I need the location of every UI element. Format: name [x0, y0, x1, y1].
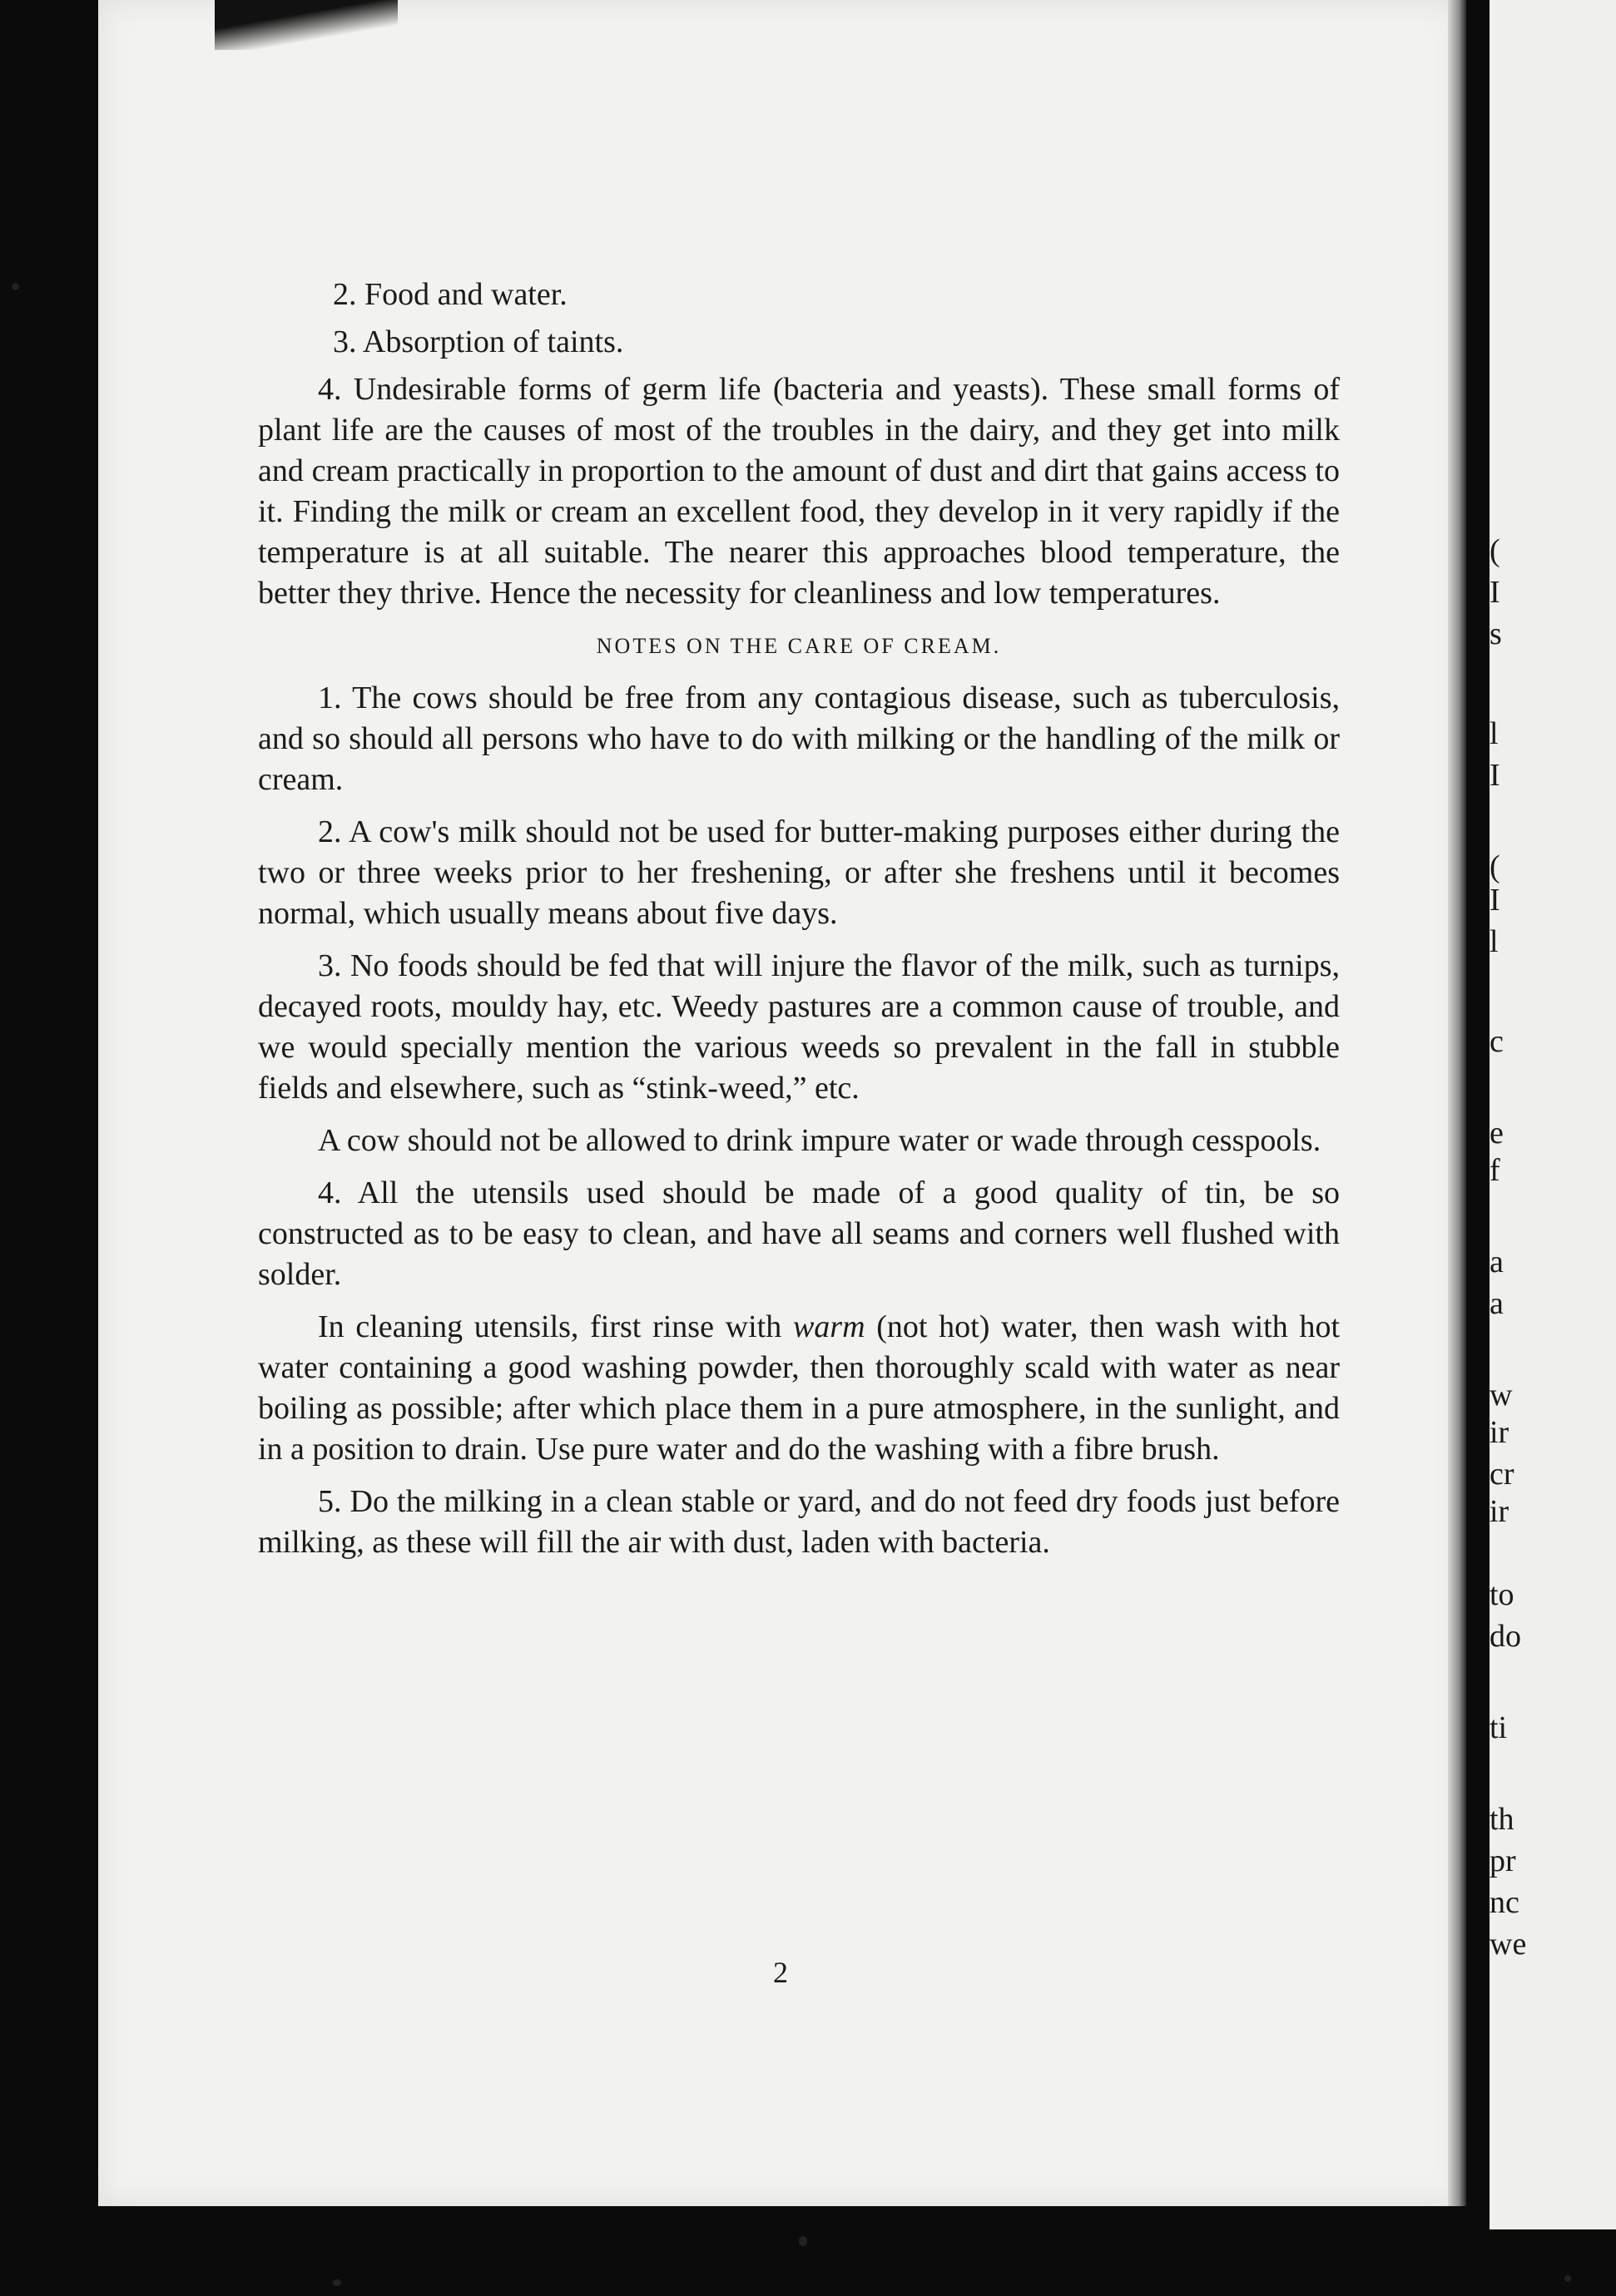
scan-speck [333, 2279, 341, 2286]
facing-page-fragment: I [1490, 575, 1500, 610]
facing-page-fragment: ti [1490, 1710, 1508, 1745]
paragraph-germ-life: 4. Undesirable forms of germ life (bacteria and yeasts). These small forms of plant life are the causes of most of the troubles in the dairy, and they get into milk and cream practically in proportion to the amount of dust and dirt that gains access to it. Finding the milk or cream an excellent food, they develop in it very rapidly if the temperature is at all suitable. The nearer this approaches blood temperature, the better they thrive. Hence the necessity for cleanliness and low temperatures. [258, 372, 1340, 611]
facing-page-fragment: we [1490, 1927, 1527, 1962]
scan-speck [799, 2236, 807, 2246]
note-4-cleaning-emphasis: warm [792, 1309, 865, 1344]
facing-page-fragment: a [1490, 1244, 1504, 1279]
note-2: 2. A cow's milk should not be used for butter-making purposes either during the two or three weeks prior to her freshening, or after she freshens until it becomes normal, which usually means about five days. [258, 814, 1340, 931]
facing-page-fragment: pr [1490, 1843, 1516, 1878]
note-4: 4. All the utensils used should be made of a good quality of tin, be so constructed as to be easy to clean, and have all seams and corners well flushed with solder. [258, 1175, 1340, 1292]
page-gutter [1448, 0, 1466, 2206]
facing-page-fragment: w [1490, 1378, 1513, 1413]
facing-page-fragment: c [1490, 1024, 1504, 1059]
note-4-cleaning-start: In cleaning utensils, first rinse with [318, 1309, 793, 1344]
note-4-cleaning-end: (not hot) water, then wash with hot water containing a good washing powder, then thoroughly scald with water as near boiling as possible; after which place them in a pure atmosphere, in the sunlight, and in a position to drain. Use pure water and do the washing with a fibre brush. [258, 1309, 1340, 1467]
facing-page-fragment: I [1490, 758, 1500, 793]
facing-page-fragment: s [1490, 616, 1502, 651]
facing-page-fragment: ( [1490, 533, 1500, 568]
list-item: 3. Absorption of taints. [333, 324, 624, 359]
facing-page-fragment: f [1490, 1153, 1500, 1188]
facing-page-fragment: ( [1490, 849, 1500, 884]
note-3-water: A cow should not be allowed to drink impure water or wade through cesspools. [318, 1123, 1321, 1158]
page-corner-shadow [215, 0, 398, 50]
note-1: 1. The cows should be free from any contagious disease, such as tuberculosis, and so should all persons who have to do with milking or the handling of the milk or cream. [258, 680, 1340, 797]
note-4-cleaning [258, 1307, 1340, 1470]
facing-page-fragment: I [1490, 883, 1500, 918]
facing-page-fragment: a [1490, 1286, 1504, 1321]
section-heading: NOTES ON THE CARE OF CREAM. [596, 634, 1002, 658]
page-number: 2 [773, 1956, 788, 1989]
facing-page-fragment: ir [1490, 1415, 1509, 1450]
facing-page-fragment: e [1490, 1116, 1504, 1150]
facing-page-fragment: to [1490, 1577, 1514, 1612]
facing-page-edge [1490, 0, 1616, 2229]
scan-speck [1564, 2275, 1571, 2282]
note-5: 5. Do the milking in a clean stable or yard, and do not feed dry foods just before milking, as these will fill the air with dust, laden with bacteria. [258, 1484, 1340, 1560]
facing-page-fragment: cr [1490, 1457, 1514, 1492]
facing-page-fragment: l [1490, 924, 1499, 959]
facing-page-fragment: ir [1490, 1494, 1509, 1529]
list-item: 2. Food and water. [333, 277, 568, 312]
scan-speck [12, 283, 19, 290]
facing-page-fragment: do [1490, 1619, 1521, 1654]
note-3: 3. No foods should be fed that will injure the flavor of the milk, such as turnips, decayed roots, mouldy hay, etc. Weedy pastures are a common cause of trouble, and we would specially mention the various weeds so prevalent in the fall in stubble fields and elsewhere, such as “stink-weed,” etc. [258, 948, 1340, 1106]
facing-page-fragment: nc [1490, 1885, 1519, 1920]
facing-page-fragment: l [1490, 716, 1499, 751]
facing-page-fragment: th [1490, 1802, 1514, 1837]
page-text [258, 275, 1340, 1575]
